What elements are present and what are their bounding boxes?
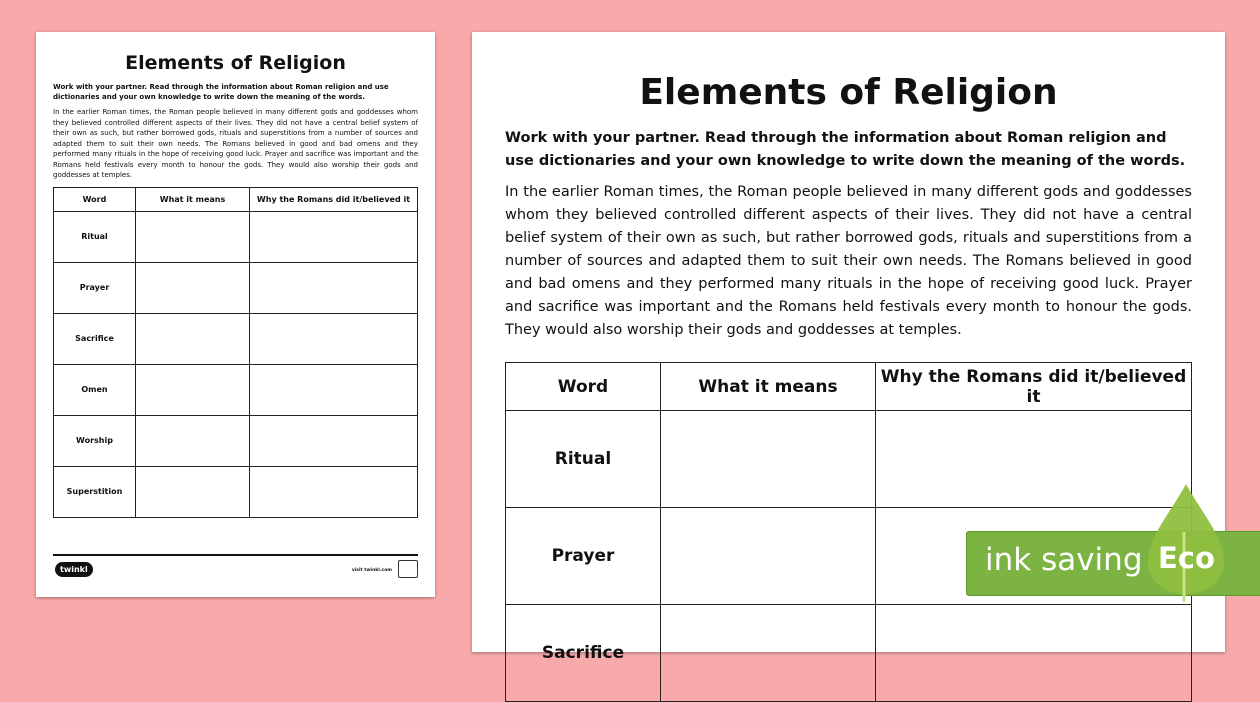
body-text: In the earlier Roman times, the Roman people believed in many different gods and goddesses whom they believed controlled different aspects of their lives. They did not have a central belief system of their own as such, but rather borrowed gods, rituals and superstitions from a number of sources and adapted them to suit their own needs. The Romans believed in good and bad omens and they performed many rituals in the hope of receiving good luck. Prayer and sacrifice was important and the Romans held festivals every month to honour the gods. They would also worship their gods and goddesses at temples. <box>53 108 418 179</box>
twinkl-logo: twinkl <box>55 562 93 577</box>
header-word: Word <box>506 363 661 411</box>
table-row <box>506 411 1192 508</box>
checked-badge-icon <box>398 560 418 578</box>
page-footer <box>53 554 418 574</box>
meaning-cell <box>136 313 250 364</box>
table-row <box>54 262 418 313</box>
why-cell <box>250 364 418 415</box>
word-cell: Ritual <box>54 211 136 262</box>
meaning-cell <box>136 211 250 262</box>
word-cell: Superstition <box>54 466 136 517</box>
why-cell <box>250 466 418 517</box>
header-why: Why the Romans did it/believed it <box>876 363 1192 411</box>
meaning-cell <box>661 508 876 605</box>
why-cell <box>876 411 1192 508</box>
meaning-cell <box>661 605 876 702</box>
table-row <box>506 605 1192 702</box>
meaning-cell <box>661 411 876 508</box>
word-cell: Ritual <box>506 411 661 508</box>
instructions: Work with your partner. Read through the information about Roman religion and use dictionaries and your own knowledge to write down the meaning of the words. <box>53 83 389 101</box>
worksheet-title: Elements of Religion <box>125 52 346 74</box>
why-cell <box>250 262 418 313</box>
worksheet-title: Elements of Religion <box>639 72 1058 113</box>
word-cell: Worship <box>54 415 136 466</box>
why-cell <box>876 605 1192 702</box>
table-row <box>54 364 418 415</box>
word-cell: Omen <box>54 364 136 415</box>
word-cell: Sacrifice <box>506 605 661 702</box>
header-meaning: What it means <box>661 363 876 411</box>
ink-saving-label: ink saving <box>985 542 1143 578</box>
why-cell <box>250 313 418 364</box>
header-why: Why the Romans did it/believed it <box>250 187 418 211</box>
eco-label: Eco <box>1158 541 1215 575</box>
visit-link: visit twinkl.com <box>351 568 392 573</box>
body-text: In the earlier Roman times, the Roman people believed in many different gods and goddesses whom they believed controlled different aspects of their lives. They did not have a central belief system of their own as such, but rather borrowed gods, rituals and superstitions from a number of sources and adapted them to suit their own needs. The Romans believed in good and bad omens and they performed many rituals in the hope of receiving good luck. Prayer and sacrifice was important and the Romans held festivals every month to honour the gods. They would also worship their gods and goddesses at temples. <box>505 184 1192 338</box>
table-row <box>54 415 418 466</box>
meaning-cell <box>136 262 250 313</box>
table-row <box>54 466 418 517</box>
words-table <box>53 187 418 518</box>
word-cell: Sacrifice <box>54 313 136 364</box>
meaning-cell <box>136 415 250 466</box>
word-cell: Prayer <box>506 508 661 605</box>
meaning-cell <box>136 364 250 415</box>
instructions: Work with your partner. Read through the information about Roman religion and use dictionaries and your own knowledge to write down the meaning of the words. <box>505 130 1186 169</box>
meaning-cell <box>136 466 250 517</box>
table-row <box>54 211 418 262</box>
word-cell: Prayer <box>54 262 136 313</box>
table-row <box>54 313 418 364</box>
worksheet-thumbnail <box>36 32 435 597</box>
header-meaning: What it means <box>136 187 250 211</box>
why-cell <box>250 415 418 466</box>
why-cell <box>250 211 418 262</box>
header-word: Word <box>54 187 136 211</box>
